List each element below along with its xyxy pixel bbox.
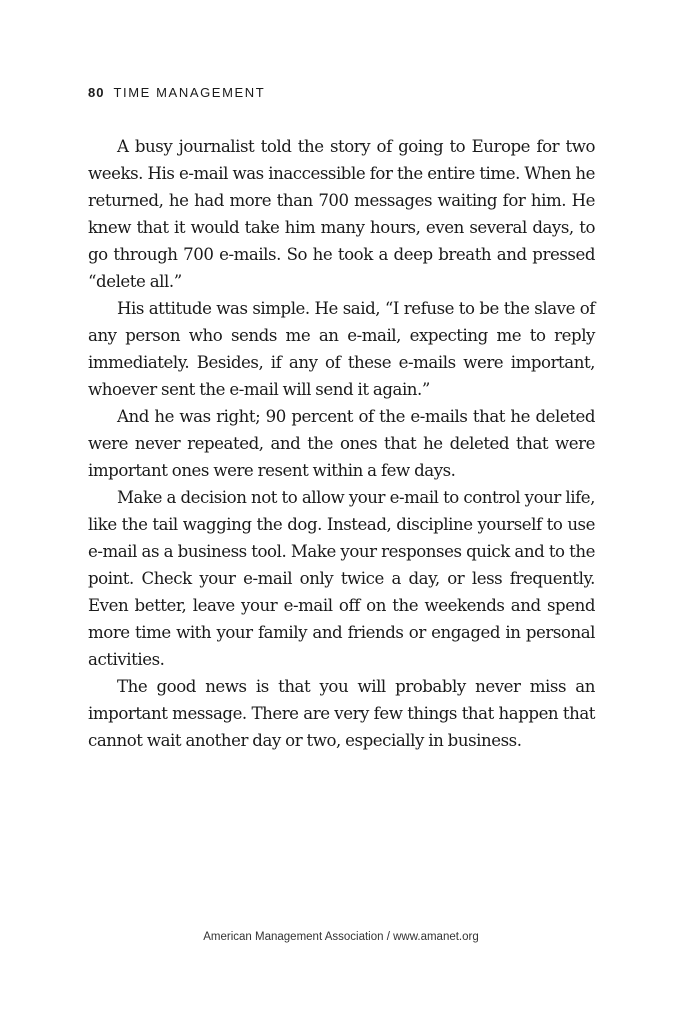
running-head	[88, 85, 265, 100]
page-number: 80	[88, 85, 105, 100]
paragraph-3: And he was right; 90 percent of the e-mails that he deleted were never repeated, and the ones that he deleted that were important ones were resent within a few days.	[88, 407, 595, 480]
paragraph-5: The good news is that you will probably never miss an important message. There are very few things that happen that cannot wait another day or two, especially in business.	[88, 677, 595, 750]
footer-text: American Management Association / www.amanet.org	[203, 931, 479, 943]
body-text	[88, 133, 595, 754]
section-title: TIME MANAGEMENT	[113, 85, 266, 100]
page-footer	[0, 931, 686, 943]
paragraph-2: His attitude was simple. He said, “I refuse to be the slave of any person who sends me an e-mail, expecting me to reply immediately. Besides, if any of these e-mails were important, whoever sent the e-mail will send it again.”	[88, 299, 595, 399]
paragraph-1: A busy journalist told the story of going to Europe for two weeks. His e-mail was inaccessible for the entire time. When he returned, he had more than 700 messages waiting for him. He knew that it would take him many hours, even several days, to go through 700 e-mails. So he took a deep breath and pressed “delete all.”	[88, 137, 595, 291]
paragraph-4: Make a decision not to allow your e-mail to control your life, like the tail wagging the dog. Instead, discipline yourself to use e-mail as a business tool. Make your responses quick and to the point. Check your e-mail only twice a day, or less frequently. Even better, leave your e-mail off on the weekends and spend more time with your family and friends or engaged in personal activities.	[88, 488, 595, 669]
